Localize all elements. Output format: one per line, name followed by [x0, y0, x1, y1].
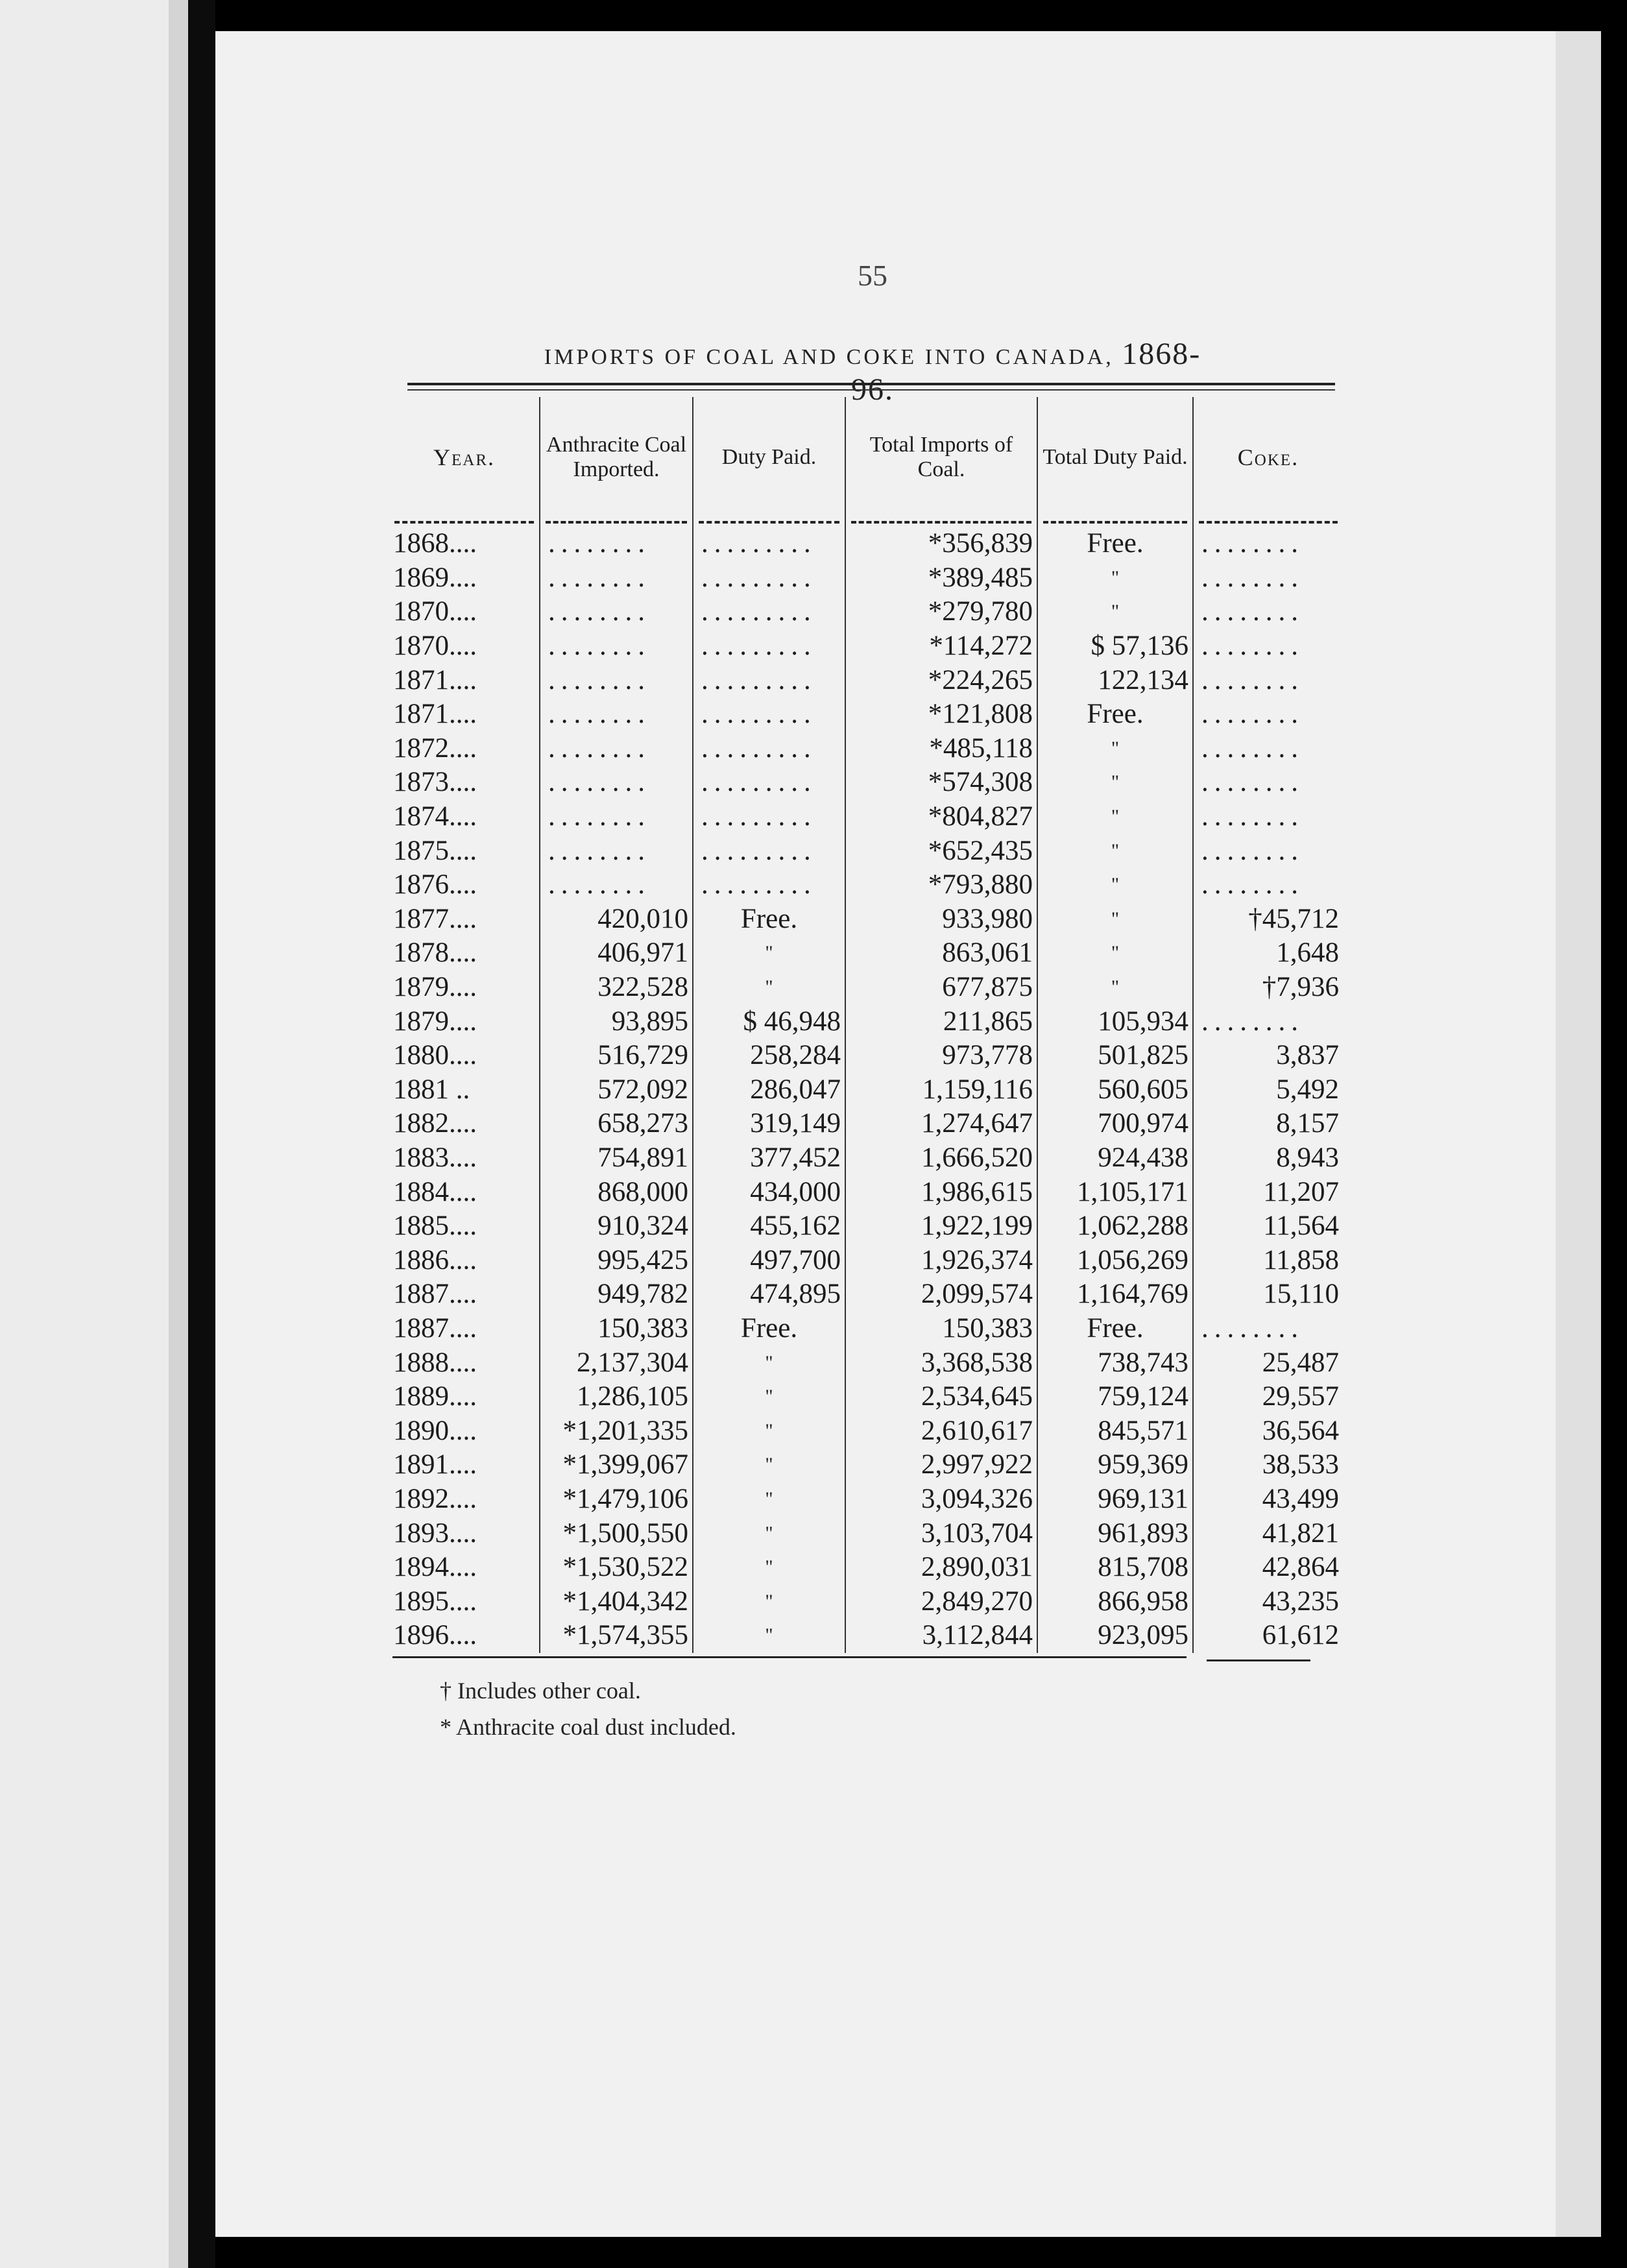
- table-row: [389, 902, 1343, 937]
- header-rule: [1037, 518, 1193, 527]
- header-year: Year.: [433, 444, 495, 470]
- table-row: [389, 1039, 1343, 1073]
- cell-anthracite: 516,729: [540, 1039, 693, 1073]
- table-row: [389, 834, 1343, 868]
- cell-total-imports: 1,159,116: [845, 1073, 1037, 1107]
- cell-duty-paid: ": [693, 1516, 845, 1550]
- title-rule-thin: [407, 389, 1335, 391]
- cell-year: 1872....: [393, 732, 477, 764]
- cell-coke: 5,492: [1193, 1073, 1343, 1107]
- cell-duty-paid: Free.: [693, 1312, 845, 1346]
- cell-coke: ........: [1193, 834, 1343, 868]
- cell-duty-paid: 377,452: [693, 1141, 845, 1176]
- cell-total-duty: 923,095: [1037, 1619, 1193, 1653]
- cell-duty-paid: ": [693, 1584, 845, 1619]
- cell-total-duty: Free.: [1037, 1312, 1193, 1346]
- cell-coke: 41,821: [1193, 1516, 1343, 1550]
- cell-total-imports: 150,383: [845, 1312, 1037, 1346]
- cell-coke: 38,533: [1193, 1448, 1343, 1482]
- cell-coke: 42,864: [1193, 1550, 1343, 1585]
- cell-total-imports: *121,808: [845, 697, 1037, 732]
- cell-coke: 43,499: [1193, 1482, 1343, 1517]
- cell-duty-paid: ": [693, 936, 845, 971]
- cell-anthracite: ........: [540, 527, 693, 561]
- cell-total-duty: ": [1037, 834, 1193, 868]
- table-row: [389, 971, 1343, 1005]
- cell-total-duty: 961,893: [1037, 1516, 1193, 1550]
- cell-coke: 36,564: [1193, 1414, 1343, 1448]
- cell-anthracite: ........: [540, 663, 693, 697]
- header-anthracite: Anthracite Coal Imported.: [540, 397, 693, 518]
- cell-total-duty: 815,708: [1037, 1550, 1193, 1585]
- cell-year: 1894....: [393, 1552, 477, 1583]
- cell-total-duty: 1,062,288: [1037, 1209, 1193, 1244]
- table-row: [389, 595, 1343, 629]
- cell-coke: †45,712: [1193, 902, 1343, 937]
- cell-anthracite: 1,286,105: [540, 1380, 693, 1414]
- cell-duty-paid: ": [693, 1414, 845, 1448]
- cell-total-imports: 2,099,574: [845, 1277, 1037, 1312]
- cell-duty-paid: 286,047: [693, 1073, 845, 1107]
- cell-year: 1879....: [393, 972, 477, 1003]
- cell-year: 1877....: [393, 903, 477, 934]
- cell-total-imports: 677,875: [845, 971, 1037, 1005]
- header-rule: [845, 518, 1037, 527]
- cell-duty-paid: .........: [693, 595, 845, 629]
- cell-duty-paid: .........: [693, 766, 845, 800]
- cell-total-duty: 969,131: [1037, 1482, 1193, 1517]
- cell-total-imports: 3,368,538: [845, 1345, 1037, 1380]
- table-row: [389, 629, 1343, 664]
- cell-total-duty: $ 57,136: [1037, 629, 1193, 664]
- table-row: [389, 1584, 1343, 1619]
- cell-total-imports: *114,272: [845, 629, 1037, 664]
- cell-duty-paid: $ 46,948: [693, 1004, 845, 1039]
- cell-anthracite: ........: [540, 766, 693, 800]
- page-edge: [1556, 31, 1601, 2237]
- cell-duty-paid: 434,000: [693, 1175, 845, 1209]
- cell-total-imports: 3,112,844: [845, 1619, 1037, 1653]
- cell-anthracite: *1,530,522: [540, 1550, 693, 1585]
- header-rule: [389, 518, 540, 527]
- table-bottom-rule: [392, 1656, 1187, 1658]
- header-rule: [540, 518, 693, 527]
- header-total-imports: Total Imports of Coal.: [845, 397, 1037, 518]
- cell-coke: 11,207: [1193, 1175, 1343, 1209]
- cell-total-imports: 2,997,922: [845, 1448, 1037, 1482]
- cell-year: 1888....: [393, 1347, 477, 1378]
- cell-coke: ........: [1193, 595, 1343, 629]
- cell-total-imports: 1,922,199: [845, 1209, 1037, 1244]
- table-row: [389, 1516, 1343, 1550]
- cell-anthracite: ........: [540, 561, 693, 596]
- cell-coke: ........: [1193, 629, 1343, 664]
- table-row: [389, 936, 1343, 971]
- table-row: [389, 1550, 1343, 1585]
- header-rule-row: [389, 518, 1343, 527]
- cell-year: 1887....: [393, 1279, 477, 1310]
- cell-anthracite: 2,137,304: [540, 1345, 693, 1380]
- cell-total-imports: 1,986,615: [845, 1175, 1037, 1209]
- cell-year: 1871....: [393, 699, 477, 730]
- table-row: [389, 1277, 1343, 1312]
- cell-total-duty: ": [1037, 800, 1193, 834]
- header-rule: [693, 518, 845, 527]
- cell-year: 1886....: [393, 1244, 477, 1275]
- cell-total-imports: *485,118: [845, 732, 1037, 766]
- cell-coke: 29,557: [1193, 1380, 1343, 1414]
- cell-anthracite: 150,383: [540, 1312, 693, 1346]
- cell-total-imports: *279,780: [845, 595, 1037, 629]
- table-row: [389, 697, 1343, 732]
- cell-total-duty: 924,438: [1037, 1141, 1193, 1176]
- table-row: [389, 1175, 1343, 1209]
- header-coke: Coke.: [1193, 397, 1343, 518]
- cell-coke: 61,612: [1193, 1619, 1343, 1653]
- cell-coke: ........: [1193, 561, 1343, 596]
- cell-duty-paid: 497,700: [693, 1243, 845, 1277]
- cell-year: 1882....: [393, 1108, 477, 1139]
- cell-total-imports: 2,849,270: [845, 1584, 1037, 1619]
- cell-year: 1868....: [393, 528, 477, 559]
- cell-anthracite: *1,479,106: [540, 1482, 693, 1517]
- cell-total-duty: 1,056,269: [1037, 1243, 1193, 1277]
- cell-year: 1892....: [393, 1483, 477, 1514]
- cell-anthracite: 754,891: [540, 1141, 693, 1176]
- cell-total-duty: 122,134: [1037, 663, 1193, 697]
- binding-shadow: [188, 0, 215, 2268]
- cell-total-duty: ": [1037, 971, 1193, 1005]
- cell-total-imports: *389,485: [845, 561, 1037, 596]
- cell-duty-paid: .........: [693, 561, 845, 596]
- cell-total-imports: 3,094,326: [845, 1482, 1037, 1517]
- cell-coke: 43,235: [1193, 1584, 1343, 1619]
- cell-total-imports: 1,666,520: [845, 1141, 1037, 1176]
- cell-coke: 1,648: [1193, 936, 1343, 971]
- cell-coke: ........: [1193, 1004, 1343, 1039]
- cell-anthracite: *1,404,342: [540, 1584, 693, 1619]
- cell-duty-paid: ": [693, 1345, 845, 1380]
- cell-anthracite: 995,425: [540, 1243, 693, 1277]
- cell-anthracite: *1,399,067: [540, 1448, 693, 1482]
- cell-anthracite: *1,201,335: [540, 1414, 693, 1448]
- cell-year: 1873....: [393, 767, 477, 798]
- cell-anthracite: *1,574,355: [540, 1619, 693, 1653]
- cell-duty-paid: .........: [693, 834, 845, 868]
- footnote-other-coal: † Includes other coal.: [440, 1678, 641, 1704]
- cell-duty-paid: 258,284: [693, 1039, 845, 1073]
- cell-total-imports: *804,827: [845, 800, 1037, 834]
- cell-coke: 8,943: [1193, 1141, 1343, 1176]
- cell-coke: 25,487: [1193, 1345, 1343, 1380]
- table-row: [389, 1209, 1343, 1244]
- cell-coke: 15,110: [1193, 1277, 1343, 1312]
- table-header-row: [389, 397, 1343, 518]
- cell-coke: 8,157: [1193, 1107, 1343, 1141]
- page-gutter: [169, 0, 188, 2268]
- table-title-text: IMPORTS OF COAL AND COKE INTO CANADA,: [544, 345, 1114, 369]
- table-body: [389, 527, 1343, 1653]
- cell-year: 1883....: [393, 1142, 477, 1173]
- cell-total-duty: ": [1037, 902, 1193, 937]
- cell-coke: ........: [1193, 766, 1343, 800]
- cell-year: 1876....: [393, 869, 477, 900]
- cell-year: 1878....: [393, 937, 477, 969]
- cell-anthracite: ........: [540, 595, 693, 629]
- cell-total-duty: ": [1037, 732, 1193, 766]
- cell-duty-paid: .........: [693, 732, 845, 766]
- cell-anthracite: ........: [540, 629, 693, 664]
- cell-year: 1889....: [393, 1381, 477, 1412]
- cell-total-imports: *574,308: [845, 766, 1037, 800]
- footnote-anthracite-dust: * Anthracite coal dust included.: [440, 1714, 736, 1740]
- cell-total-imports: 1,274,647: [845, 1107, 1037, 1141]
- cell-total-duty: ": [1037, 868, 1193, 902]
- cell-total-imports: 863,061: [845, 936, 1037, 971]
- cell-anthracite: 949,782: [540, 1277, 693, 1312]
- table-row: [389, 868, 1343, 902]
- table-row: [389, 766, 1343, 800]
- cell-anthracite: ........: [540, 834, 693, 868]
- cell-duty-paid: .........: [693, 800, 845, 834]
- cell-coke: ........: [1193, 1312, 1343, 1346]
- cell-total-duty: 1,105,171: [1037, 1175, 1193, 1209]
- cell-total-duty: 759,124: [1037, 1380, 1193, 1414]
- cell-total-imports: *356,839: [845, 527, 1037, 561]
- cell-year: 1887....: [393, 1312, 477, 1344]
- cell-year: 1879....: [393, 1006, 477, 1037]
- table-row: [389, 1004, 1343, 1039]
- cell-total-duty: 700,974: [1037, 1107, 1193, 1141]
- cell-duty-paid: ": [693, 1550, 845, 1585]
- cell-year: 1884....: [393, 1176, 477, 1207]
- cell-anthracite: 93,895: [540, 1004, 693, 1039]
- facing-page: [0, 0, 188, 2268]
- cell-total-imports: 2,610,617: [845, 1414, 1037, 1448]
- cell-total-duty: 959,369: [1037, 1448, 1193, 1482]
- cell-year: 1880....: [393, 1040, 477, 1071]
- table-row: [389, 1345, 1343, 1380]
- cell-duty-paid: ": [693, 1448, 845, 1482]
- cell-anthracite: 658,273: [540, 1107, 693, 1141]
- cell-coke: 11,564: [1193, 1209, 1343, 1244]
- cell-coke: ........: [1193, 697, 1343, 732]
- table-row: [389, 1380, 1343, 1414]
- cell-duty-paid: .........: [693, 663, 845, 697]
- cell-duty-paid: ": [693, 1619, 845, 1653]
- cell-duty-paid: .........: [693, 868, 845, 902]
- cell-coke: ........: [1193, 800, 1343, 834]
- cell-total-duty: ": [1037, 595, 1193, 629]
- cell-total-duty: ": [1037, 561, 1193, 596]
- cell-duty-paid: .........: [693, 527, 845, 561]
- cell-total-imports: 3,103,704: [845, 1516, 1037, 1550]
- cell-total-duty: ": [1037, 936, 1193, 971]
- cell-duty-paid: .........: [693, 697, 845, 732]
- cell-year: 1896....: [393, 1620, 477, 1651]
- cell-total-duty: 501,825: [1037, 1039, 1193, 1073]
- cell-duty-paid: ": [693, 971, 845, 1005]
- cell-duty-paid: ": [693, 1482, 845, 1517]
- cell-duty-paid: 474,895: [693, 1277, 845, 1312]
- table-row: [389, 1141, 1343, 1176]
- table-row: [389, 1073, 1343, 1107]
- cell-coke: ........: [1193, 868, 1343, 902]
- cell-coke: †7,936: [1193, 971, 1343, 1005]
- cell-coke: ........: [1193, 732, 1343, 766]
- table-row: [389, 561, 1343, 596]
- footnotes: [440, 1672, 736, 1745]
- cell-year: 1870....: [393, 596, 477, 627]
- cell-anthracite: ........: [540, 800, 693, 834]
- cell-total-duty: 866,958: [1037, 1584, 1193, 1619]
- cell-duty-paid: 455,162: [693, 1209, 845, 1244]
- cell-coke: ........: [1193, 663, 1343, 697]
- imports-table: [389, 397, 1343, 1653]
- cell-anthracite: 322,528: [540, 971, 693, 1005]
- cell-year: 1895....: [393, 1586, 477, 1617]
- cell-total-duty: 560,605: [1037, 1073, 1193, 1107]
- cell-year: 1871....: [393, 664, 477, 695]
- cell-total-imports: 2,890,031: [845, 1550, 1037, 1585]
- cell-year: 1890....: [393, 1415, 477, 1446]
- table-title-years: 1868-: [1122, 337, 1201, 371]
- cell-year: 1875....: [393, 835, 477, 866]
- table-row: [389, 800, 1343, 834]
- cell-year: 1885....: [393, 1211, 477, 1242]
- cell-total-imports: *224,265: [845, 663, 1037, 697]
- cell-year: 1870....: [393, 631, 477, 662]
- cell-coke: 11,858: [1193, 1243, 1343, 1277]
- cell-total-imports: 973,778: [845, 1039, 1037, 1073]
- title-rule: [407, 383, 1335, 385]
- cell-total-duty: 105,934: [1037, 1004, 1193, 1039]
- table-row: [389, 732, 1343, 766]
- cell-anthracite: 868,000: [540, 1175, 693, 1209]
- cell-duty-paid: ": [693, 1380, 845, 1414]
- cell-total-imports: 1,926,374: [845, 1243, 1037, 1277]
- table-row: [389, 1482, 1343, 1517]
- cell-total-duty: 1,164,769: [1037, 1277, 1193, 1312]
- table-row: [389, 663, 1343, 697]
- header-total-duty: Total Duty Paid.: [1037, 397, 1193, 518]
- table-row: [389, 1619, 1343, 1653]
- cell-anthracite: ........: [540, 732, 693, 766]
- cell-total-duty: 738,743: [1037, 1345, 1193, 1380]
- cell-year: 1869....: [393, 562, 477, 593]
- cell-total-imports: *652,435: [845, 834, 1037, 868]
- cell-year: 1891....: [393, 1449, 477, 1480]
- cell-duty-paid: .........: [693, 629, 845, 664]
- cell-anthracite: 910,324: [540, 1209, 693, 1244]
- cell-anthracite: 420,010: [540, 902, 693, 937]
- cell-coke: 3,837: [1193, 1039, 1343, 1073]
- cell-total-imports: 933,980: [845, 902, 1037, 937]
- cell-anthracite: 572,092: [540, 1073, 693, 1107]
- table-row: [389, 1243, 1343, 1277]
- cell-total-duty: Free.: [1037, 697, 1193, 732]
- page-number: 55: [858, 259, 887, 292]
- cell-coke: ........: [1193, 527, 1343, 561]
- cell-anthracite: ........: [540, 697, 693, 732]
- cell-year: 1874....: [393, 801, 477, 832]
- table-row: [389, 1312, 1343, 1346]
- cell-total-imports: 2,534,645: [845, 1380, 1037, 1414]
- cell-duty-paid: Free.: [693, 902, 845, 937]
- cell-duty-paid: 319,149: [693, 1107, 845, 1141]
- cell-year: 1893....: [393, 1517, 477, 1549]
- cell-total-duty: Free.: [1037, 527, 1193, 561]
- cell-anthracite: 406,971: [540, 936, 693, 971]
- cell-total-imports: 211,865: [845, 1004, 1037, 1039]
- table-row: [389, 1107, 1343, 1141]
- table-row: [389, 1414, 1343, 1448]
- cell-anthracite: ........: [540, 868, 693, 902]
- header-duty-paid: Duty Paid.: [693, 397, 845, 518]
- cell-total-imports: *793,880: [845, 868, 1037, 902]
- table-row: [389, 1448, 1343, 1482]
- cell-total-duty: ": [1037, 766, 1193, 800]
- cell-anthracite: *1,500,550: [540, 1516, 693, 1550]
- cell-year: 1881 ..: [393, 1074, 470, 1105]
- cell-total-duty: 845,571: [1037, 1414, 1193, 1448]
- coke-bottom-rule: [1207, 1659, 1310, 1661]
- header-rule: [1193, 518, 1343, 527]
- table-row: [389, 527, 1343, 561]
